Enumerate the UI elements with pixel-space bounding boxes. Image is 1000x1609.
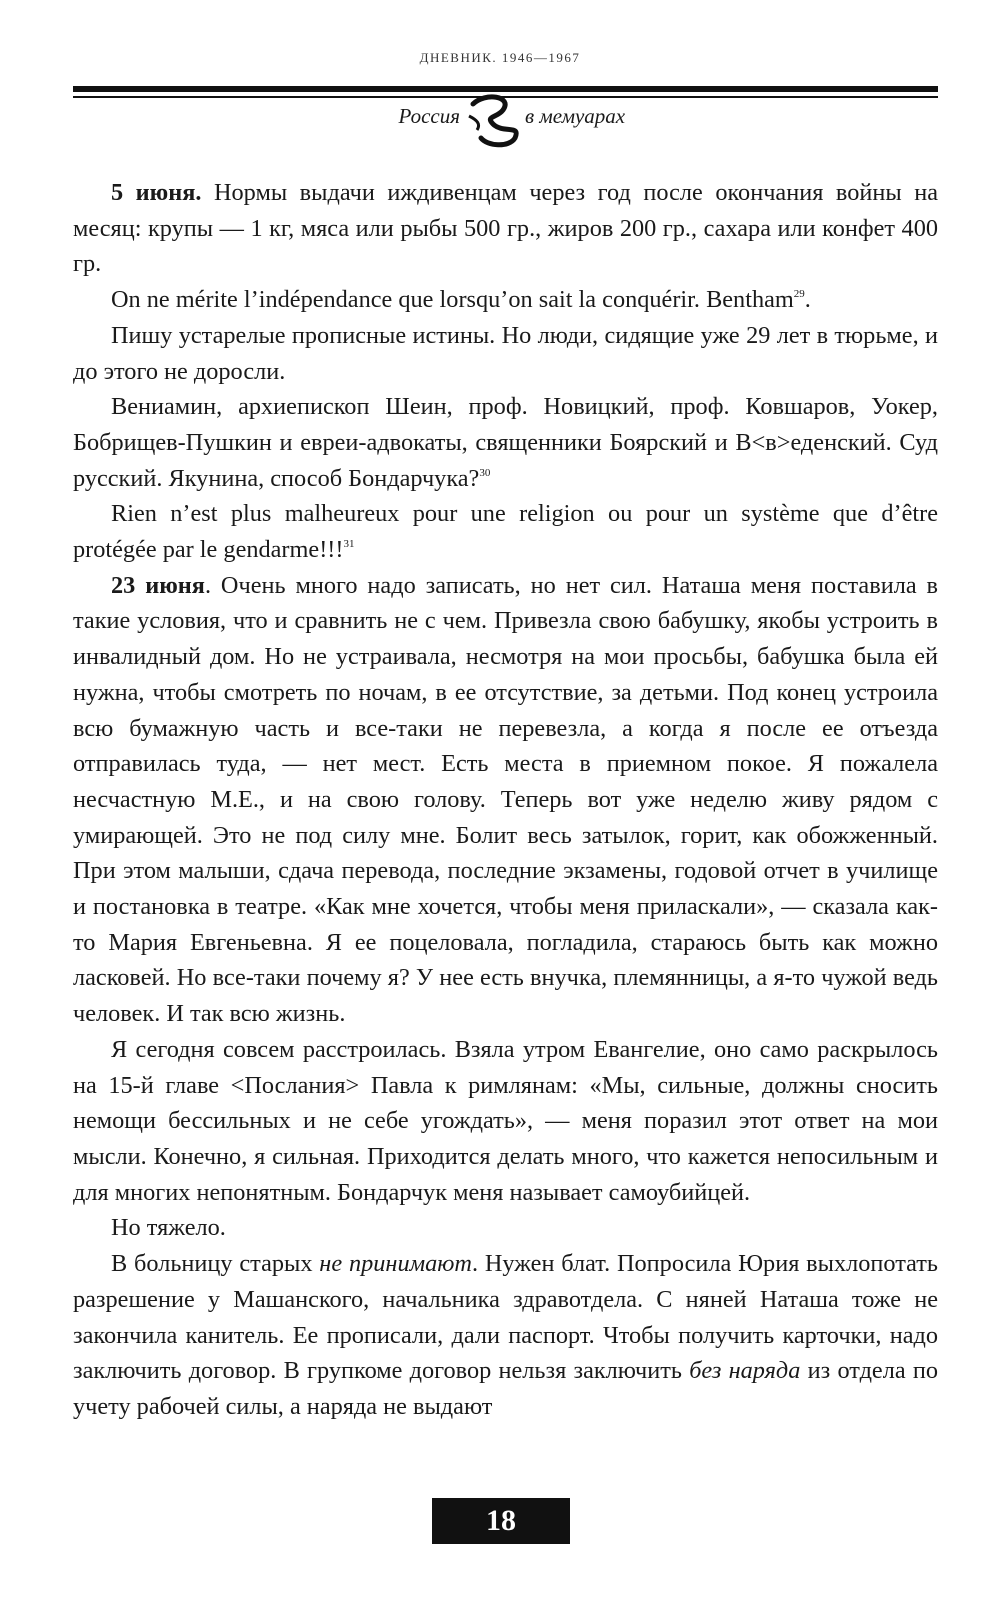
footnote-ref: 31 — [343, 538, 355, 551]
paragraph: Но тяжело. — [111, 1214, 226, 1242]
paragraph-bentham-quote: On ne mérite l’indépendance que lorsqu’on sait la conquérir. Bentham$^{29}$. — [111, 286, 811, 314]
paragraph-french-quote: Rien n’est plus malheureux pour une religion ou pour un système que d’être protégée par le gendarme!!!$^{31}$ — [73, 500, 938, 564]
header-rule-thick — [73, 86, 938, 92]
entry-date: 23 июня — [111, 571, 205, 599]
entry-date: 5 июня. — [111, 179, 202, 206]
paragraph: Я сегодня совсем расстроилась. Взяла утром Евангелие, оно само раскрылось на 15-й главе <Послания> Павла к римлянам: «Мы, сильные, должны сносить немощи бессильных и не себе угождать», — меня поразил этот ответ на мои мысли. Конечно, я сильная. Приходится делать много, что кажется непосильным и для многих непонятным. Бондарчук меня называет самоубийцей. — [73, 1035, 938, 1206]
footnote-ref: 30 — [479, 466, 491, 479]
series-title-left: Россия — [398, 104, 460, 128]
paragraph-june-23: 23 июня. Очень много надо записать, но нет сил. Наташа меня поставила в такие условия, что и сравнить не с чем. Привезла свою бабушку, якобы устроить в инвалидный дом. Но не устраивала, несмотря на мои просьбы, бабушка была ей нужна, чтобы смотреть по ночам, в ее отсутствие, за детьми. Под конец устроила всю бумажную часть и все-таки не перевезла, а когда я после ее отъезда отправилась туда, — нет мест. Есть места в приемном покое. Я пожалела несчастную М.Е., и на свою голову. Теперь вот уже неделю живу рядом с умирающей. Это не под силу мне. Болит весь затылок, горит, как обожженный. При этом малыши, сдача перевода, последние экзамены, годовой отчет в училище и постановка в театре. «Как мне хочется, чтобы меня приласкали», — сказала как-то Мария Евгеньевна. Я ее поцеловала, погладила, стараюсь быть как можно ласковей. Но все-таки почему я? У нее есть внучка, племянницы, а я-то чужой ведь человек. И так всю жизнь. — [73, 571, 938, 1028]
paragraph-names: Вениамин, архиепископ Шеин, проф. Новицкий, проф. Ковшаров, Уокер, Бобрищев-Пушкин и евреи-адвокаты, священники Боярский и В<в>еденский. Суд русский. Якунина, способ Бондарчука?$^{30}$ — [73, 393, 938, 492]
running-title: ДНЕВНИК. 1946—1967 — [419, 50, 581, 65]
paragraph: Пишу устарелые прописные истины. Но люди, сидящие уже 29 лет в тюрьме, и до этого не доросли. — [73, 321, 938, 385]
footnote-ref: 29 — [793, 288, 805, 301]
series-banner — [0, 100, 1000, 148]
paragraph-june-5: 5 июня. Нормы выдачи иждивенцам через год после окончания войны на месяц: крупы — 1 кг, мяса или рыбы 500 гр., жиров 200 гр., сахара или конфет 400 гр. — [73, 179, 938, 278]
page-number: 18 — [432, 1498, 570, 1544]
paragraph-hospital: В больницу старых не принимают. Нужен блат. Попросила Юрия выхлопотать разрешение у Машанского, начальника здравотдела. С няней Наташа тоже не закончила канитель. Ее прописали, дали паспорт. Чтобы получить карточки, надо заключить договор. В групкоме договор нельзя заключить без наряда из отдела по учету рабочей силы, а наряда не выдают — [73, 1250, 939, 1420]
series-emblem-icon — [463, 94, 531, 148]
series-title-right: в мемуарах — [525, 104, 626, 128]
page-body — [73, 175, 938, 1425]
